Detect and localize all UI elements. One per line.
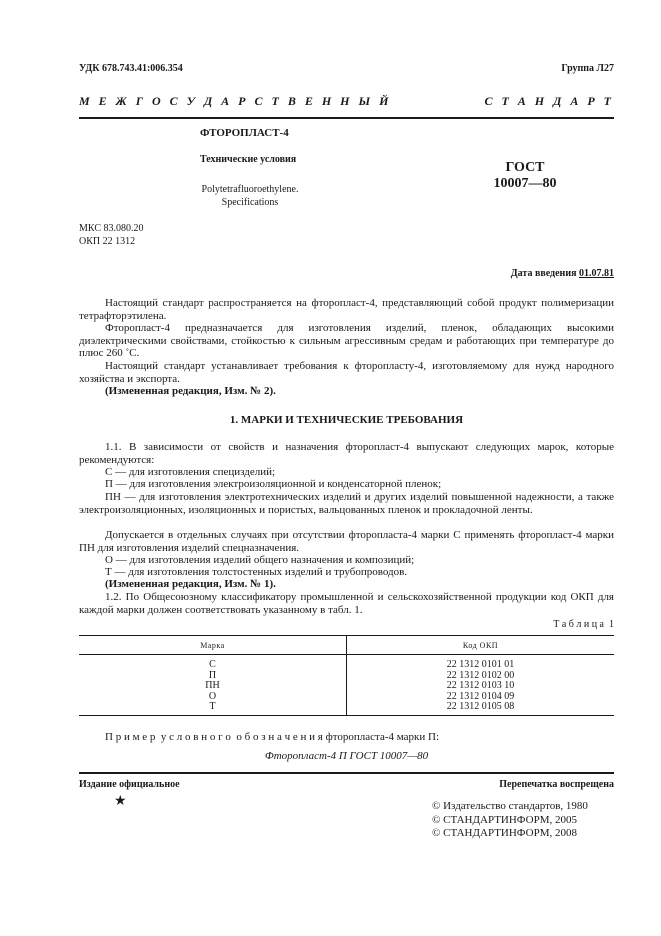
- intro-paragraph-1: Настоящий стандарт распространяется на фторопласт-4, представляющий собой продукт полимеризации тетрафторэтилена.: [79, 297, 614, 322]
- intro-date: [511, 268, 614, 279]
- table-header-mark: Марка: [79, 636, 347, 655]
- copyright-block: [432, 800, 588, 841]
- footer-rule: [79, 772, 614, 774]
- grade-allowance: Допускается в отдельных случаях при отсутствии фторопласта-4 марки С применять фторопласт-4 марки ПН для изготовления изделий спецназначения.: [79, 529, 614, 554]
- section-1-heading: 1. МАРКИ И ТЕХНИЧЕСКИЕ ТРЕБОВАНИЯ: [229, 414, 464, 426]
- banner-standard: С Т А Н Д А Р Т: [484, 94, 614, 108]
- classification-codes: [79, 222, 143, 248]
- intro-paragraph-2: Фторопласт-4 предназначается для изготовления изделий, пленок, обладающих высокими диэлектрическими свойствами, стойкостью к сильным агрессивным средам и работающих при температуре до плюс 260 ˚С.: [79, 322, 614, 359]
- table-row: [79, 702, 614, 715]
- group-code: Группа Л27: [561, 63, 614, 74]
- table-cell-mark: О: [208, 690, 217, 702]
- table-cell-code: 22 1312 0102 00: [347, 671, 615, 682]
- document-subtitle: Технические условия: [200, 154, 297, 165]
- table-row: [79, 655, 614, 671]
- intro-date-value: 01.07.81: [579, 268, 614, 279]
- copyright-2008: © СТАНДАРТИНФОРМ, 2008: [432, 827, 577, 839]
- table-row: [79, 681, 614, 692]
- header-rule: [79, 117, 614, 119]
- example-line: [105, 731, 439, 743]
- table-cell-mark: П: [208, 669, 217, 681]
- section-1-amendment: (Измененная редакция, Изм. № 1).: [105, 578, 276, 590]
- grade-p: П — для изготовления электроизоляционной и конденсаторной пленок;: [105, 478, 442, 490]
- table-cell-mark: С: [209, 659, 216, 670]
- reprint-prohibited: Перепечатка воспрещена: [499, 779, 614, 790]
- table-cell-code: 22 1312 0104 09: [347, 692, 615, 703]
- gost-label: ГОСТ: [505, 160, 545, 175]
- table-1: [79, 635, 614, 716]
- mks-code: МКС 83.080.20: [79, 223, 144, 234]
- clause-1-2: 1.2. По Общесоюзному классификатору промышленной и сельскохозяйственной продукции код ОКП для каждой марки должен соответствовать указанному в табл. 1.: [79, 591, 614, 616]
- example-rest: фторопласта-4 марки П:: [322, 731, 440, 743]
- example-lead: П р и м е р у с л о в н о г о о б о з н а ч е н и я: [105, 731, 323, 743]
- example-designation: Фторопласт-4 П ГОСТ 10007—80: [264, 750, 429, 762]
- intro-paragraph-3: Настоящий стандарт устанавливает требования к фторопласту-4, изготовляемому для нужд народного хозяйства и экспорта.: [79, 360, 614, 385]
- table-row: [79, 692, 614, 703]
- table-cell-mark: Т: [79, 702, 347, 715]
- okp-code: ОКП 22 1312: [79, 236, 136, 247]
- table-header-okp: Код ОКП: [347, 636, 615, 655]
- star-icon: ★: [114, 793, 127, 809]
- table-row: [79, 671, 614, 682]
- document-title: ФТОРОПЛАСТ-4: [200, 127, 289, 139]
- copyright-1980: © Издательство стандартов, 1980: [432, 800, 588, 812]
- english-title: [160, 183, 340, 209]
- table-cell-code: 22 1312 0101 01: [347, 655, 615, 671]
- copyright-2005: © СТАНДАРТИНФОРМ, 2005: [432, 813, 577, 826]
- udk-code: УДК 678.743.41:006.354: [79, 63, 183, 74]
- grade-pn: ПН — для изготовления электротехнических изделий и других изделий повышенной надежности, а также электроизоляционных, изоляционных и пористых, вальцованных пленок и прокладочной ленты.: [79, 491, 614, 516]
- english-title-line1: Polytetrafluoroethylene.: [201, 184, 299, 195]
- clause-1-1: 1.1. В зависимости от свойств и назначения фторопласт-4 выпускают следующих марок, которые рекомендуются:: [79, 441, 614, 466]
- gost-number: 10007—80: [493, 176, 557, 191]
- grade-o: О — для изготовления изделий общего назначения и композиций;: [105, 554, 415, 566]
- table-cell-code: 22 1312 0105 08: [347, 702, 615, 715]
- english-title-line2: Specifications: [221, 197, 279, 208]
- intro-date-label: Дата введения: [510, 268, 577, 279]
- table-1-caption: Т а б л и ц а 1: [553, 619, 614, 630]
- intro-amendment: (Измененная редакция, Изм. № 2).: [105, 385, 276, 397]
- official-edition: Издание официальное: [79, 779, 180, 790]
- table-cell-mark: ПН: [205, 680, 220, 691]
- banner-interstate: М Е Ж Г О С У Д А Р С Т В Е Н Н Ы Й: [79, 94, 392, 108]
- table-cell-code: 22 1312 0103 10: [347, 681, 615, 692]
- grade-c: С — для изготовления специзделий;: [105, 466, 276, 478]
- grade-t: Т — для изготовления толстостенных изделий и трубопроводов.: [105, 566, 408, 578]
- gost-block: [480, 160, 570, 192]
